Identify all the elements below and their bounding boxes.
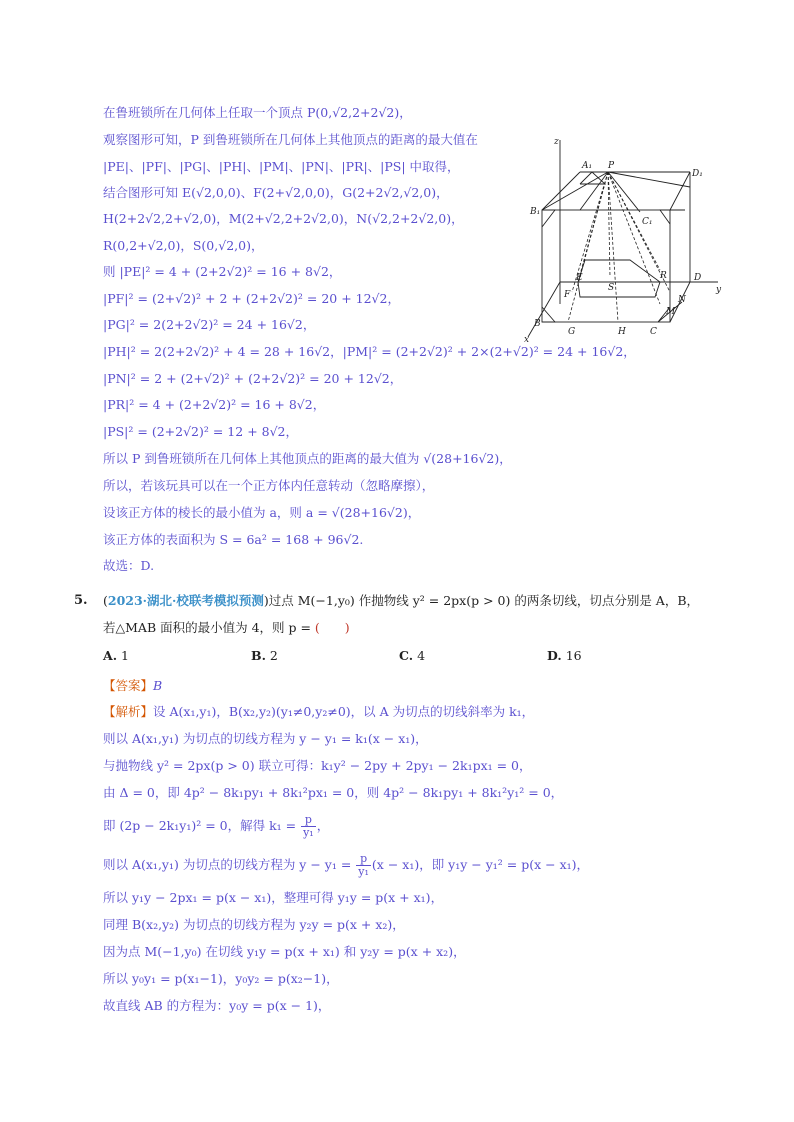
option-C: [399, 648, 425, 663]
label-F: F: [564, 290, 571, 300]
label-A1: A₁: [582, 161, 593, 171]
solution-line: |PG|² = 2(2+2√2)² = 24 + 16√2，: [103, 317, 316, 332]
label-B1: B₁: [530, 207, 541, 217]
label-S: S: [608, 283, 615, 293]
option-letter: D.: [547, 648, 562, 663]
analysis-line: 与抛物线 y² = 2px(p > 0) 联立可得：k₁y² − 2py + 2py₁ − 2k₁px₁ = 0，: [103, 758, 532, 773]
question-number: 5.: [74, 593, 88, 608]
corner-cut: [542, 210, 555, 227]
question-source: 2023·湖北·校联考模拟预测: [107, 593, 264, 608]
fraction-denominator: y₁: [358, 865, 369, 878]
answer-value: B: [153, 678, 163, 693]
label-R: R: [660, 271, 667, 281]
analysis-line: 所以 y₁y − 2px₁ = p(x − x₁)，整理可得 y₁y = p(x + x₁)，: [103, 890, 444, 905]
fraction-numerator: p: [356, 853, 371, 866]
fraction: [356, 853, 371, 878]
bottom-face: [578, 260, 660, 297]
edge-P-D1: [608, 172, 690, 187]
answer-blank: ( ): [314, 620, 350, 635]
analysis-text: 即 (2p − 2k₁y₁)² = 0，解得 k₁ =: [103, 818, 301, 833]
solution-line: |PS|² = (2+2√2)² = 12 + 8√2，: [103, 424, 299, 439]
corner-cut: [580, 172, 605, 184]
option-value: 2: [269, 648, 278, 663]
label-B: B: [534, 319, 541, 329]
fraction-denominator: y₁: [303, 826, 314, 839]
label-P: P: [608, 161, 615, 171]
label-z: z: [554, 137, 559, 147]
luban-lock-figure: [520, 132, 725, 347]
analysis-tag: 【解析】: [103, 704, 154, 719]
analysis-line: 则以 A(x₁,y₁) 为切点的切线方程为 y − y₁ = k₁(x − x₁)，: [103, 731, 428, 746]
solution-line: 所以 P 到鲁班锁所在几何体上其他顶点的距离的最大值为 √(28+16√2)，: [103, 451, 512, 466]
label-E: E: [576, 273, 583, 283]
question-stem-line2: [103, 620, 350, 636]
option-value: 4: [417, 648, 426, 663]
question-stem-line1: [103, 593, 699, 609]
option-value: 16: [565, 648, 582, 663]
solution-line: 故选：D.: [103, 558, 155, 573]
solution-line: |PR|² = 4 + (2+2√2)² = 16 + 8√2，: [103, 397, 326, 412]
stem-text: 过点 M(−1,y₀) 作抛物线 y² = 2px(p > 0) 的两条切线，切点分别是 A，B，: [268, 593, 700, 608]
label-G: G: [568, 327, 576, 337]
analysis-line: [103, 814, 329, 839]
label-x: x: [524, 335, 530, 345]
option-A: [103, 648, 129, 663]
analysis-text: 设 A(x₁,y₁)，B(x₂,y₂)(y₁≠0,y₂≠0)，以 A 为切点的切线斜率为 k₁，: [153, 704, 535, 719]
fraction-numerator: p: [301, 814, 316, 827]
label-C1: C₁: [642, 217, 653, 227]
solution-line: 所以，若该玩具可以在一个正方体内任意转动（忽略摩擦），: [103, 478, 435, 493]
option-letter: C.: [399, 648, 414, 663]
edge-P-B1: [542, 172, 608, 210]
label-M: M: [666, 307, 676, 317]
analysis-text: ，: [316, 818, 330, 833]
option-D: [547, 648, 582, 663]
analysis-line: 由 Δ = 0，即 4p² − 8k₁py₁ + 8k₁²px₁ = 0，则 4p² − 8k₁py₁ + 8k₁²y₁² = 0，: [103, 785, 564, 800]
label-y: y: [716, 285, 722, 295]
label-C: C: [650, 327, 657, 337]
solution-line: R(0,2+√2,0)，S(0,√2,0)，: [103, 238, 264, 253]
solution-line: |PF|² = (2+√2)² + 2 + (2+2√2)² = 20 + 12√2，: [103, 291, 400, 306]
option-B: [251, 648, 278, 663]
analysis-line: 因为点 M(−1,y₀) 在切线 y₁y = p(x + x₁) 和 y₂y = p(x + x₂)，: [103, 944, 466, 959]
solution-line: 在鲁班锁所在几何体上任取一个顶点 P(0,√2,2+2√2)，: [103, 105, 412, 120]
solution-line: 结合图形可知 E(√2,0,0)、F(2+√2,0,0)，G(2+2√2,√2,0)，: [103, 185, 449, 200]
analysis-line: [103, 704, 534, 720]
label-D: D: [694, 273, 702, 283]
stem-text: 若△MAB 面积的最小值为 4，则 p =: [103, 620, 315, 635]
solution-line: 则 |PE|² = 4 + (2+2√2)² = 16 + 8√2，: [103, 264, 342, 279]
fraction: [301, 814, 316, 839]
source-open: (: [103, 593, 108, 608]
corner-cut: [542, 307, 555, 322]
analysis-text: 则以 A(x₁,y₁) 为切点的切线方程为 y − y₁ =: [103, 857, 356, 872]
solution-line: |PE|、|PF|、|PG|、|PH|、|PM|、|PN|、|PR|、|PS| 中取得，: [103, 159, 460, 174]
analysis-line: 故直线 AB 的方程为：y₀y = p(x − 1)，: [103, 998, 331, 1013]
edge-P: [580, 172, 608, 210]
edge-P-C1: [608, 172, 640, 212]
answer-tag: 【答案】: [103, 678, 154, 693]
option-letter: A.: [103, 648, 118, 663]
label-D1: D₁: [692, 169, 703, 179]
analysis-line: 同理 B(x₂,y₂) 为切点的切线方程为 y₂y = p(x + x₂)，: [103, 917, 405, 932]
solution-line: 设该正方体的棱长的最小值为 a，则 a = √(28+16√2)，: [103, 505, 421, 520]
solution-line: 该正方体的表面积为 S = 6a² = 168 + 96√2.: [103, 532, 364, 547]
label-H: H: [618, 327, 626, 337]
analysis-line: [103, 853, 589, 878]
answer-line: [103, 678, 162, 694]
solution-line: |PH|² = 2(2+2√2)² + 4 = 28 + 16√2，|PM|² = (2+2√2)² + 2×(2+√2)² = 24 + 16√2，: [103, 344, 636, 359]
analysis-text: (x − x₁)，即 y₁y − y₁² = p(x − x₁)，: [371, 857, 590, 872]
cube-edge: [670, 172, 690, 210]
segment-PG: [568, 172, 608, 322]
option-value: 1: [121, 648, 129, 663]
solution-line: |PN|² = 2 + (2+√2)² + (2+2√2)² = 20 + 12√2，: [103, 371, 403, 386]
option-letter: B.: [251, 648, 266, 663]
solution-line: H(2+2√2,2+√2,0)，M(2+√2,2+2√2,0)，N(√2,2+2√2,0)，: [103, 211, 464, 226]
solution-line: 观察图形可知，P 到鲁班锁所在几何体上其他顶点的距离的最大值在: [103, 132, 478, 147]
source-close: ): [263, 593, 269, 608]
analysis-line: 所以 y₀y₁ = p(x₁−1)，y₀y₂ = p(x₂−1)，: [103, 971, 339, 986]
label-N: N: [678, 295, 686, 305]
corner-cut: [660, 210, 685, 224]
